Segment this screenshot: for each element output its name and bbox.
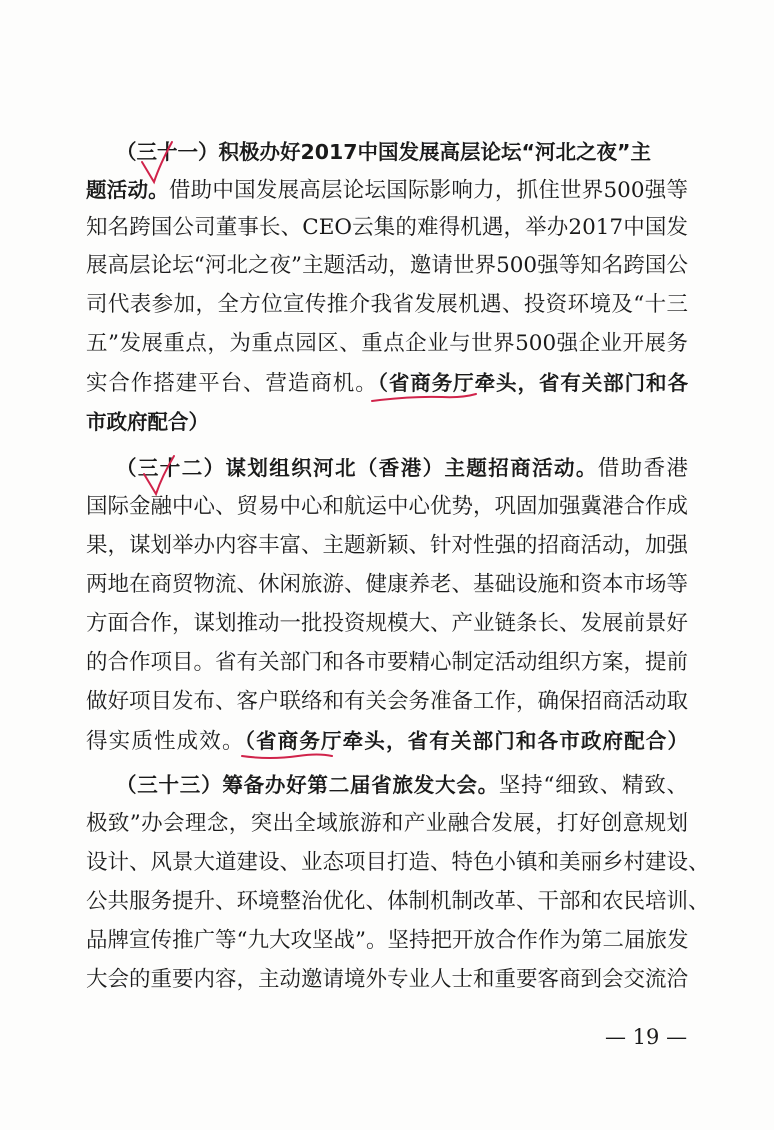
section-31-heading xyxy=(116,134,688,170)
section-31-line-8 xyxy=(86,404,688,440)
section-33-number: （三十三） xyxy=(116,773,223,797)
paragraph-line: 品牌宣传推广等“九大攻坚战”。坚持把开放合作作为第二届旅发 xyxy=(86,928,689,953)
section-32-title: 谋划组织河北（香港）主题招商活动。 xyxy=(225,456,598,480)
section-31-line-7 xyxy=(86,365,688,401)
paragraph-line: 大会的重要内容，主动邀请境外专业人士和重要客商到会交流洽 xyxy=(86,967,689,992)
paragraph-line: 果，谋划举办内容丰富、主题新颖、针对性强的招商活动，加强 xyxy=(86,533,689,558)
section-31-title-cont: 题活动。 xyxy=(86,178,169,202)
section-31-line-2 xyxy=(86,172,688,208)
section-32-line-8 xyxy=(86,723,688,759)
page-number: — 19 — xyxy=(605,1025,688,1049)
section-31-number: （三十一） xyxy=(116,140,219,164)
section-31-text: 借助中国发展高层论坛国际影响力，抓住世界500强等 xyxy=(168,178,688,203)
paragraph-line: 做好项目发布、客户联络和有关会务准备工作，确保招商活动取 xyxy=(86,689,689,714)
paragraph-line: 设计、风景大道建设、业态项目打造、特色小镇和美丽乡村建设、 xyxy=(86,850,710,875)
paragraph-line: 司代表参加，全方位宣传推介我省发展机遇、投资环境及“十三 xyxy=(86,292,688,317)
paragraph-line: 知名跨国公司董事长、CEO云集的难得机遇，举办2017中国发 xyxy=(86,215,688,240)
section-33-title: 筹备办好第二届省旅发大会。 xyxy=(222,773,499,797)
paragraph-line: 五”发展重点，为重点园区、重点企业与世界500强企业开展务 xyxy=(86,331,688,356)
section-33-heading xyxy=(116,767,688,803)
paragraph-line: 两地在商贸物流、休闲旅游、健康养老、基础设施和资本市场等 xyxy=(86,572,689,597)
section-32-number: （三十二） xyxy=(116,456,226,480)
section-31-text: 实合作搭建平台、营造商机。 xyxy=(86,371,378,396)
paragraph-line: 方面合作，谋划推动一批投资规模大、产业链条长、发展前景好 xyxy=(86,611,689,636)
section-31-title: 积极办好2017中国发展高层论坛“河北之夜”主 xyxy=(218,140,652,164)
lead-department-note: （省商务厅牵头，省有关部门和各市政府配合） xyxy=(244,729,688,753)
lead-department-note: （省商务厅牵头，省有关部门和各 xyxy=(377,371,688,395)
section-33-text: 坚持“细致、精致、 xyxy=(498,773,689,798)
paragraph-line: 极致”办会理念，突出全域旅游和产业融合发展，打好创意规划 xyxy=(86,811,688,836)
paragraph-line: 的合作项目。省有关部门和各市要精心制定活动组织方案，提前 xyxy=(86,650,689,675)
lead-department-note: 市政府配合） xyxy=(86,410,209,434)
paragraph-line: 展高层论坛“河北之夜”主题活动，邀请世界500强等知名跨国公 xyxy=(86,253,688,278)
paragraph-line: 公共服务提升、环境整治优化、体制机制改革、干部和农民培训、 xyxy=(86,889,710,914)
section-32-heading xyxy=(116,450,688,486)
section-32-text: 借助香港 xyxy=(597,456,688,481)
section-32-text: 得实质性成效。 xyxy=(86,729,245,754)
paragraph-line: 国际金融中心、贸易中心和航运中心优势，巩固加强冀港合作成 xyxy=(86,494,689,519)
